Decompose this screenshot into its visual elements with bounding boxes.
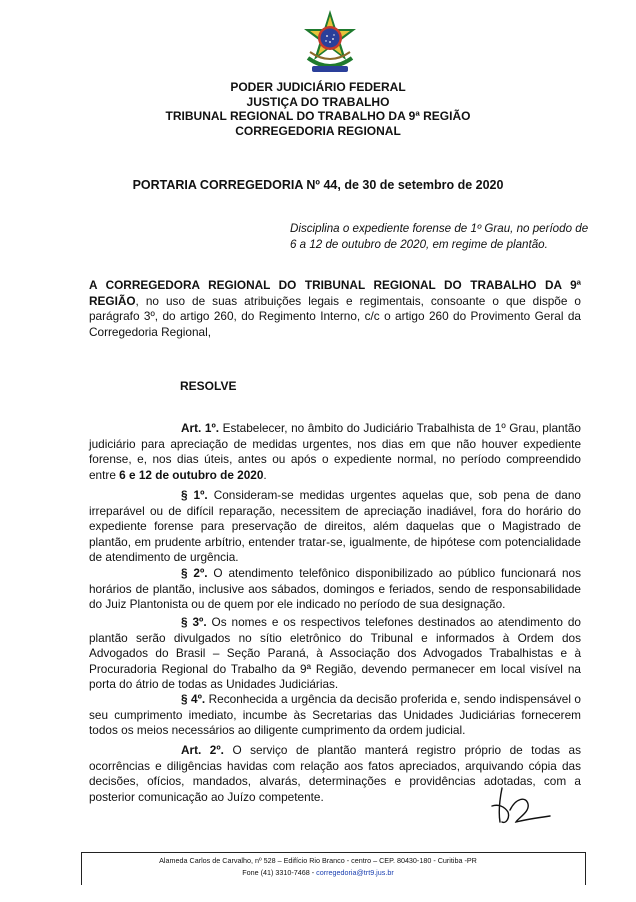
handwritten-signature [488, 784, 554, 828]
footer-address: Alameda Carlos de Carvalho, nº 528 – Edifício Rio Branco - centro – CEP. 80430-180 - Curitiba -PR [159, 856, 477, 865]
resolve-heading: RESOLVE [180, 379, 237, 393]
paragraph-1-text: Consideram-se medidas urgentes aquelas que, sob pena de dano irreparável ou de difícil reparação, necessitem de apreciação inadiável, fora do horário do expediente forense para preservação de direitos, além daquelas que o Magistrado de plantão, em prudente arbítrio, entender tratar-se, igualmente, de hipótese com potencialidade de atendimento de urgência. [89, 488, 581, 565]
institution-heading [0, 80, 636, 138]
document-title: PORTARIA CORREGEDORIA Nº 44, de 30 de setembro de 2020 [132, 178, 504, 192]
brazil-coat-of-arms-icon [300, 8, 360, 78]
ementa: Disciplina o expediente forense de 1º Grau, no período de 6 a 12 de outubro de 2020, em regime de plantão. [290, 222, 589, 251]
heading-line-2: JUSTIÇA DO TRABALHO [246, 94, 390, 109]
article-1-period: 6 e 12 de outubro de 2020 [119, 467, 264, 482]
paragraph-3 [89, 615, 581, 693]
paragraph-4-text: Reconhecida a urgência da decisão proferida e, sendo indispensável o seu cumprimento imediato, incumbe às Secretarias das Unidades Judiciárias fornecerem todos os meios necessários ao diligente cumprimento da ordem judicial. [89, 692, 581, 738]
article-2-label: Art. 2º. [181, 743, 224, 757]
paragraph-4-label: § 4º. [181, 692, 206, 706]
footer-email-link[interactable]: corregedoria@trt9.jus.br [316, 868, 394, 877]
heading-line-4: CORREGEDORIA REGIONAL [235, 123, 401, 138]
paragraph-1 [89, 488, 581, 566]
paragraph-3-label: § 3º. [181, 615, 207, 629]
preamble-subject: A CORREGEDORA REGIONAL DO TRIBUNAL REGIONAL DO TRABALHO DA 9ª REGIÃO [89, 278, 581, 308]
paragraph-3-text: Os nomes e os respectivos telefones destinados ao atendimento do plantão serão divulgados no sítio eletrônico do Tribunal e informados à Ordem dos Advogados do Brasil – Seção Paraná, à Associação dos Advogados Trabalhistas e à Procuradoria Regional do Trabalho da 9ª Região, devendo permanecer em local visível na porta do átrio de todas as Unidades Judiciárias. [89, 615, 581, 692]
footer-phone: Fone (41) 3310-7468 - [242, 868, 317, 877]
heading-line-3: TRIBUNAL REGIONAL DO TRABALHO DA 9ª REGIÃO [165, 109, 471, 124]
article-2-text: O serviço de plantão manterá registro próprio de todas as ocorrências e diligências havidas com relação aos fatos apreciados, arquivando cópia das decisões, ofícios, mandados, alvarás, determinações e providências adotadas, com a posterior comunicação ao Juízo competente. [89, 743, 581, 804]
preamble-text: , no uso de suas atribuições legais e regimentais, consoante o que dispõe o parágrafo 3º, do artigo 260, do Regimento Interno, c/c o artigo 260 do Provimento Geral da Corregedoria Regional, [89, 293, 581, 339]
paragraph-2-label: § 2º. [181, 566, 208, 580]
heading-line-1: PODER JUDICIÁRIO FEDERAL [230, 80, 406, 94]
paragraph-1-label: § 1º. [181, 488, 208, 502]
article-1 [89, 421, 581, 483]
preamble-paragraph [89, 278, 581, 340]
article-1-end: . [263, 467, 267, 482]
paragraph-4 [89, 692, 581, 739]
paragraph-2 [89, 566, 581, 613]
article-1-text: Estabelecer, no âmbito do Judiciário Trabalhista de 1º Grau, plantão judiciário para apreciação de medidas urgentes, nos dias em que não houver expediente forense, e, nos dias úteis, antes ou após o expediente normal, no período compreendido entre [89, 421, 581, 482]
article-1-label: Art. 1º. [181, 421, 220, 435]
paragraph-2-text: O atendimento telefônico disponibilizado ao público funcionará nos horários de plantão, inclusive aos sábados, domingos e feriados, sendo de responsabilidade do Juiz Plantonista ou de quem por ele indicado no período de sua designação. [89, 566, 581, 612]
footer-contact [0, 868, 636, 877]
